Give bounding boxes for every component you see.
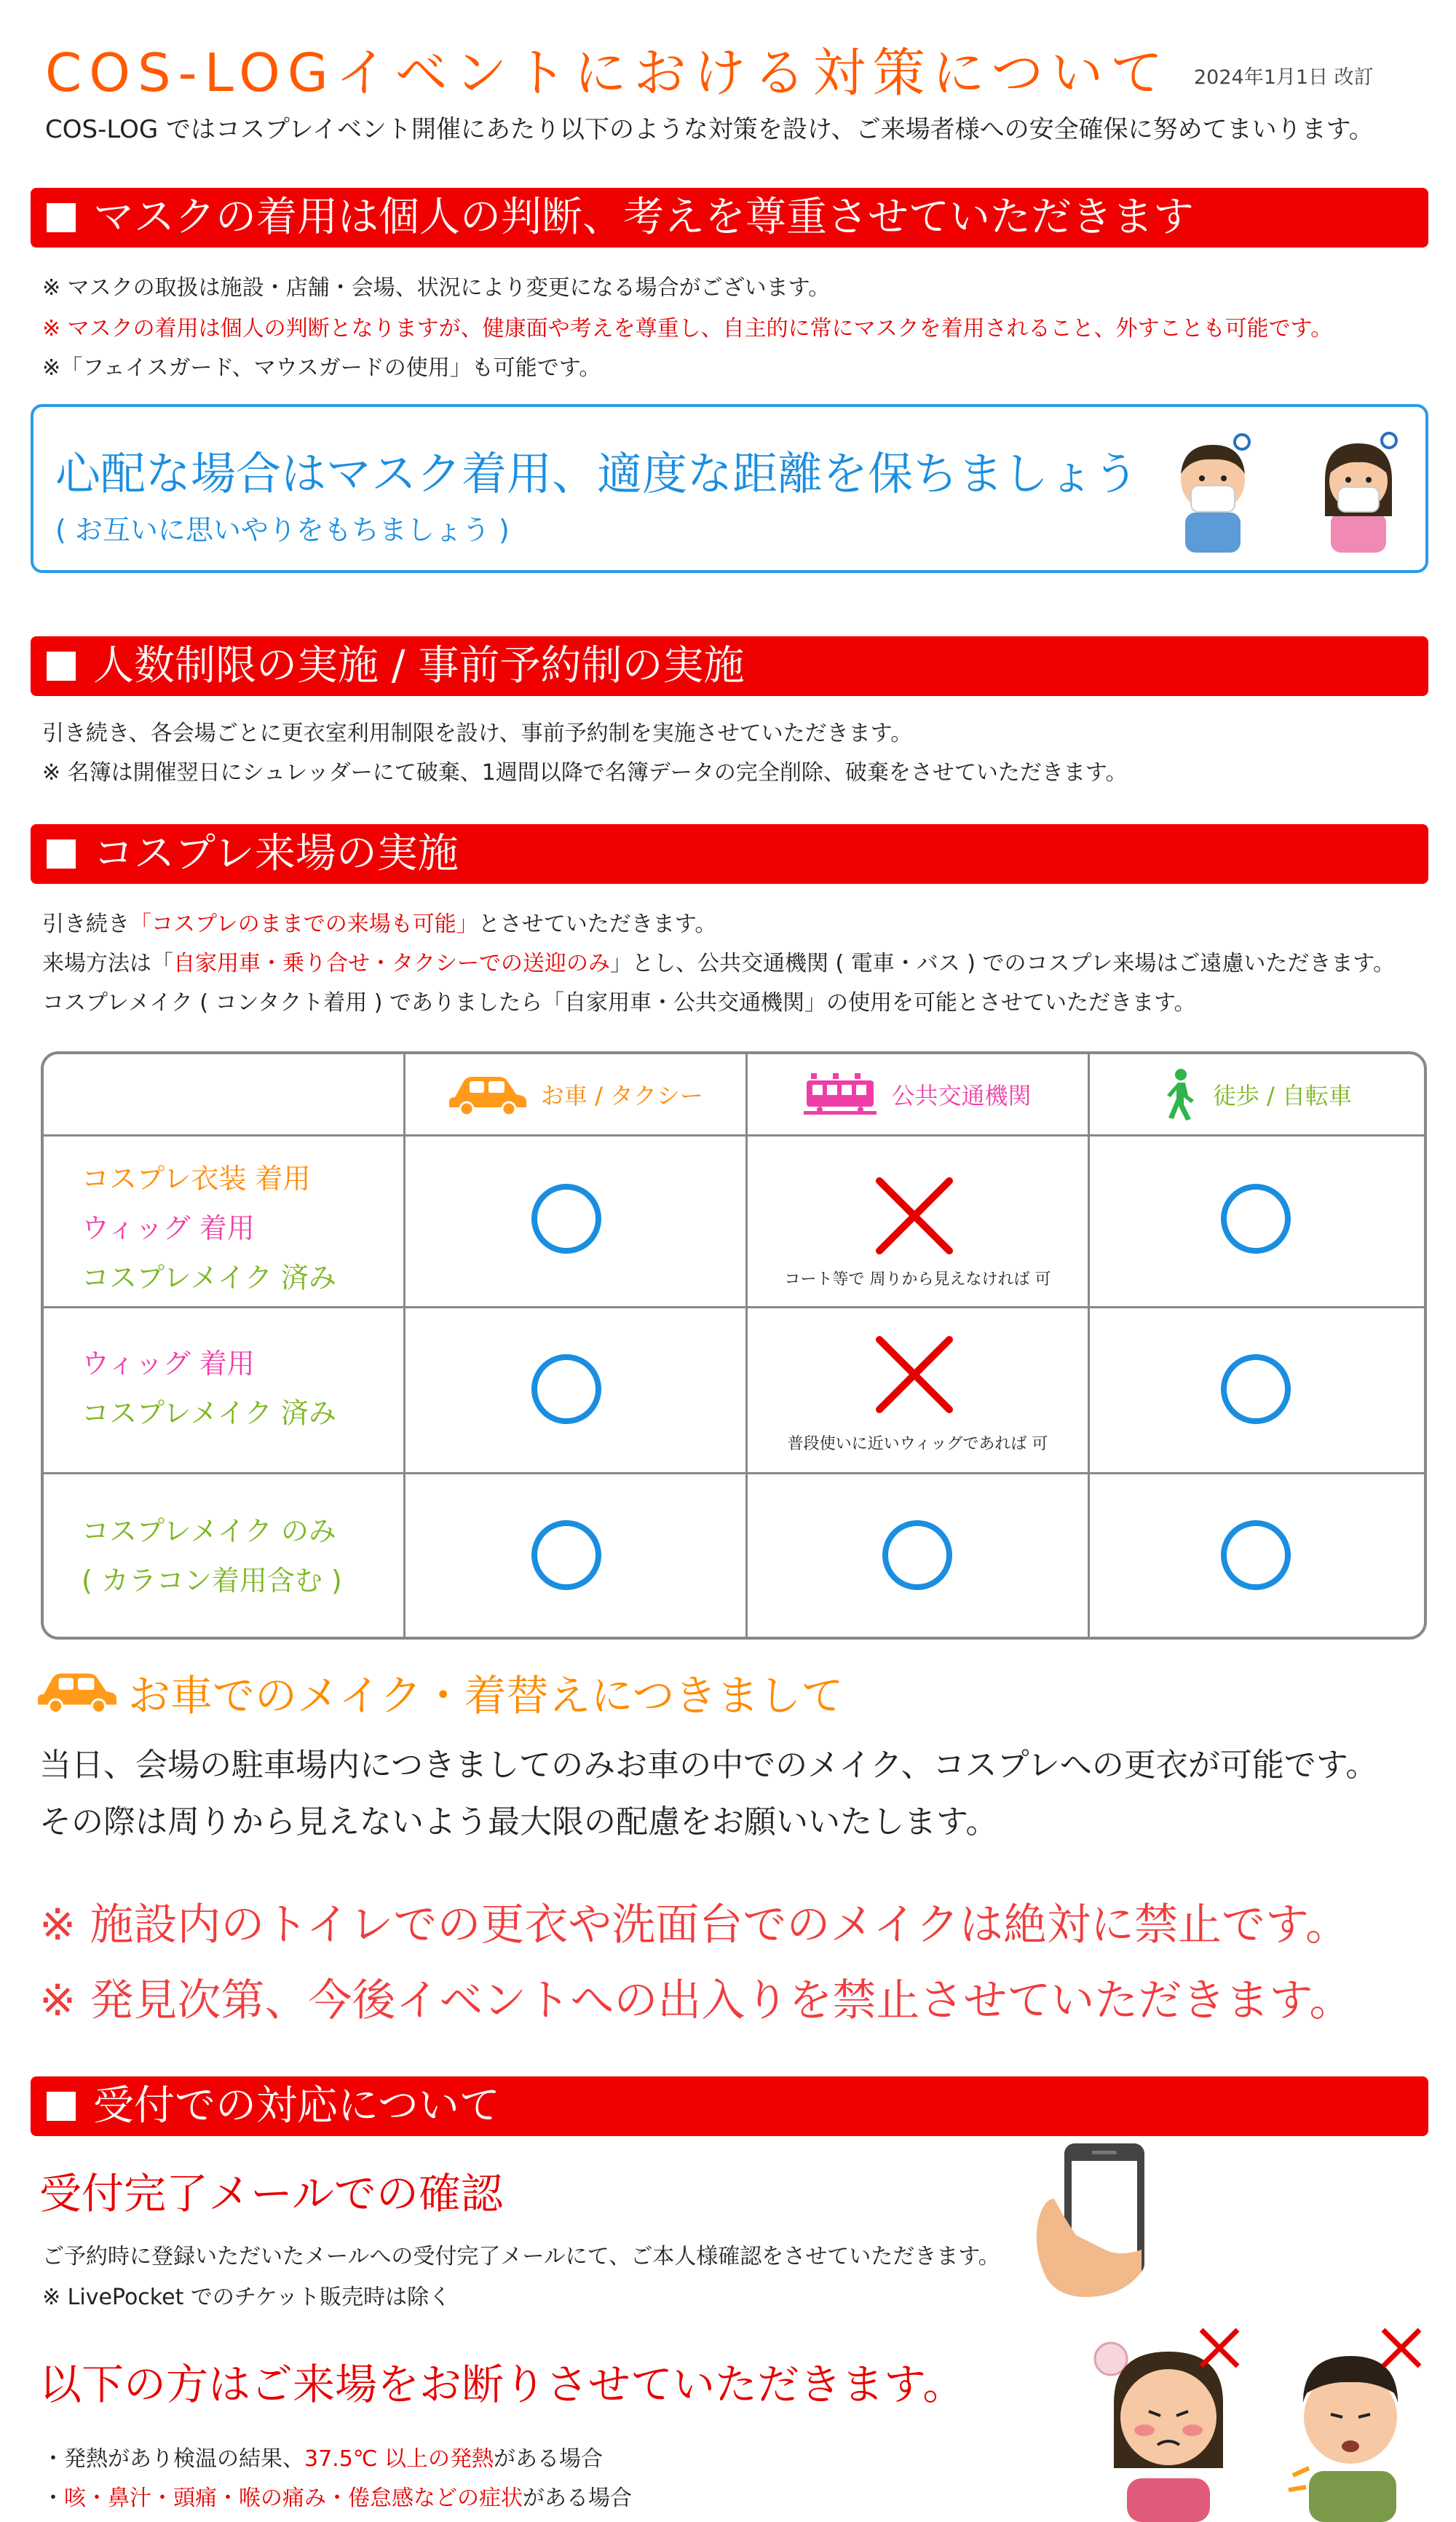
ok-circle-icon	[882, 1520, 952, 1590]
masked-boy-icon	[1169, 429, 1257, 553]
reception-bullet-2	[42, 2480, 632, 2512]
reception-text-2: ※ LivePocket でのチケット販売時は除く	[42, 2285, 451, 2310]
col-header-walk	[1090, 1054, 1424, 1134]
row2-makeup-label: コスプレメイク 済み	[82, 1397, 336, 1429]
ok-circle-icon	[1221, 1184, 1291, 1254]
train-icon	[804, 1069, 877, 1120]
cosplay-section-banner	[31, 824, 1428, 884]
car-line-2: その際は周りから見えないよう最大限の配慮をお願いいたします。	[39, 1803, 998, 1841]
ok-circle-icon	[531, 1354, 601, 1424]
cosplay-l2-pre: 来場方法は「	[42, 951, 173, 976]
row2-wig-label: ウィッグ 着用	[82, 1348, 255, 1380]
mask-note-3: ※「フェイスガード、マウスガードの使用」も可能です。	[42, 355, 601, 381]
col-header-car	[405, 1054, 745, 1134]
car-warning-1: ※ 施設内のトイレでの更衣や洗面台でのメイクは絶対に禁止です。	[39, 1900, 1350, 1950]
cosplay-l2-red: 自家用車・乗り合せ・タクシーでの送迎のみ	[173, 951, 610, 976]
cosplay-l1-post: とさせていただきます。	[478, 912, 717, 937]
col-header-train	[748, 1054, 1088, 1134]
row1-makeup-label: コスプレメイク 済み	[82, 1262, 336, 1294]
cosplay-l1-red: 「コスプレのままでの来場も可能」	[130, 912, 478, 937]
row1-wig-label: ウィッグ 着用	[82, 1212, 255, 1244]
smartphone-hand-icon	[1032, 2140, 1163, 2301]
limit-line-1: 引き続き、各会場ごとに更衣室利用制限を設け、事前予約制を実施させていただきます。	[42, 721, 913, 746]
col-walk-label: 徒歩 / 自転車	[1212, 1082, 1353, 1110]
sick-man-icon	[1267, 2315, 1434, 2522]
row2-train-note: 普段使いに近いウィッグであれば 可	[787, 1435, 1048, 1453]
mask-note-2: ※ マスクの着用は個人の判断となりますが、健康面や考えを尊重し、自主的に常にマスクを着用されること、外すことも可能です。	[42, 316, 1333, 341]
cosplay-line-2	[42, 945, 1395, 977]
bullet1-post: がある場合	[494, 2446, 604, 2472]
car-heading: お車でのメイク・着替えにつきまして	[128, 1671, 844, 1720]
walking-person-icon	[1162, 1068, 1198, 1120]
car-icon	[448, 1072, 528, 1116]
mask-advice-sub: ( お互いに思いやりをもちましょう )	[55, 514, 510, 546]
ok-circle-icon	[531, 1184, 601, 1254]
car-warning-2: ※ 発見次第、今後イベントへの出入りを禁止させていただきます。	[39, 1975, 1353, 2026]
cosplay-line-1	[42, 906, 716, 938]
square-bullet-icon	[47, 652, 76, 681]
mask-heading: マスクの着用は個人の判断、考えを尊重させていただきます	[93, 194, 1194, 241]
square-bullet-icon	[47, 839, 76, 869]
limit-line-2: ※ 名簿は開催翌日にシュレッダーにて破棄、1週間以降で名簿データの完全削除、破棄をさせていただきます。	[42, 760, 1128, 786]
bullet2-post: がある場合	[523, 2486, 632, 2511]
page-title: COS-LOGイベントにおける対策について	[45, 42, 1171, 103]
square-bullet-icon	[47, 2092, 76, 2121]
transport-table	[41, 1051, 1427, 1640]
reception-bullet-1	[42, 2440, 603, 2472]
cosplay-l2-post: 」とし、公共交通機関 ( 電車・バス ) でのコスプレ来場はご遠慮いただきます。	[610, 951, 1395, 976]
ng-cross-icon	[874, 1175, 955, 1257]
row1-train-note: コート等で 周りから見えなければ 可	[784, 1270, 1051, 1289]
revision-date: 2024年1月1日 改訂	[1194, 66, 1374, 89]
square-bullet-icon	[47, 203, 76, 232]
ok-circle-icon	[1221, 1354, 1291, 1424]
cosplay-l1-pre: 引き続き	[42, 912, 130, 937]
reception-section-banner	[31, 2076, 1428, 2136]
row3-contacts-label: ( カラコン着用含む )	[82, 1565, 342, 1597]
intro-text: COS-LOG ではコスプレイベント開催にあたり以下のような対策を設け、ご来場者様への安全確保に努めてまいります。	[45, 115, 1374, 144]
cosplay-line-3: コスプレメイク ( コンタクト着用 ) でありましたら「自家用車・公共交通機関」の使用を可能とさせていただきます。	[42, 990, 1196, 1016]
row1-costume-label: コスプレ衣装 着用	[82, 1163, 311, 1195]
reception-heading: 受付での対応について	[93, 2082, 500, 2130]
limit-heading: 人数制限の実施 / 事前予約制の実施	[93, 642, 745, 689]
car-icon	[36, 1667, 118, 1715]
bullet2-pre: ・	[42, 2486, 64, 2511]
bullet1-pre: ・発熱があり検温の結果、	[42, 2446, 304, 2472]
mask-advice-box	[31, 404, 1428, 573]
col-train-label: 公共交通機関	[891, 1082, 1032, 1110]
masked-girl-icon	[1315, 429, 1402, 553]
reception-sub-2: 以下の方はご来場をお断りさせていただきます。	[39, 2360, 965, 2409]
col-car-label: お車 / タクシー	[540, 1082, 704, 1110]
reception-text-1: ご予約時に登録いただいたメールへの受付完了メールにて、ご本人様確認をさせていただきます。	[42, 2244, 1000, 2269]
bullet1-red: 37.5℃ 以上の発熱	[304, 2446, 494, 2472]
mask-note-1: ※ マスクの取扱は施設・店舗・会場、状況により変更になる場合がございます。	[42, 275, 831, 301]
limit-section-banner	[31, 636, 1428, 696]
ok-circle-icon	[531, 1520, 601, 1590]
ok-circle-icon	[1221, 1520, 1291, 1590]
mask-advice-title: 心配な場合はマスク着用、適度な距離を保ちましょう	[55, 447, 1139, 500]
mask-section-banner	[31, 188, 1428, 248]
row3-makeup-only-label: コスプレメイク のみ	[82, 1515, 336, 1547]
bullet2-red: 咳・鼻汁・頭痛・喉の痛み・倦怠感などの症状	[64, 2486, 523, 2511]
sick-woman-icon	[1085, 2315, 1252, 2522]
reception-sub-1: 受付完了メールでの確認	[39, 2169, 503, 2218]
car-line-1: 当日、会場の駐車場内につきましてのみお車の中でのメイク、コスプレへの更衣が可能です。	[39, 1747, 1378, 1784]
ng-cross-icon	[874, 1334, 955, 1415]
cosplay-heading: コスプレ来場の実施	[93, 830, 459, 877]
